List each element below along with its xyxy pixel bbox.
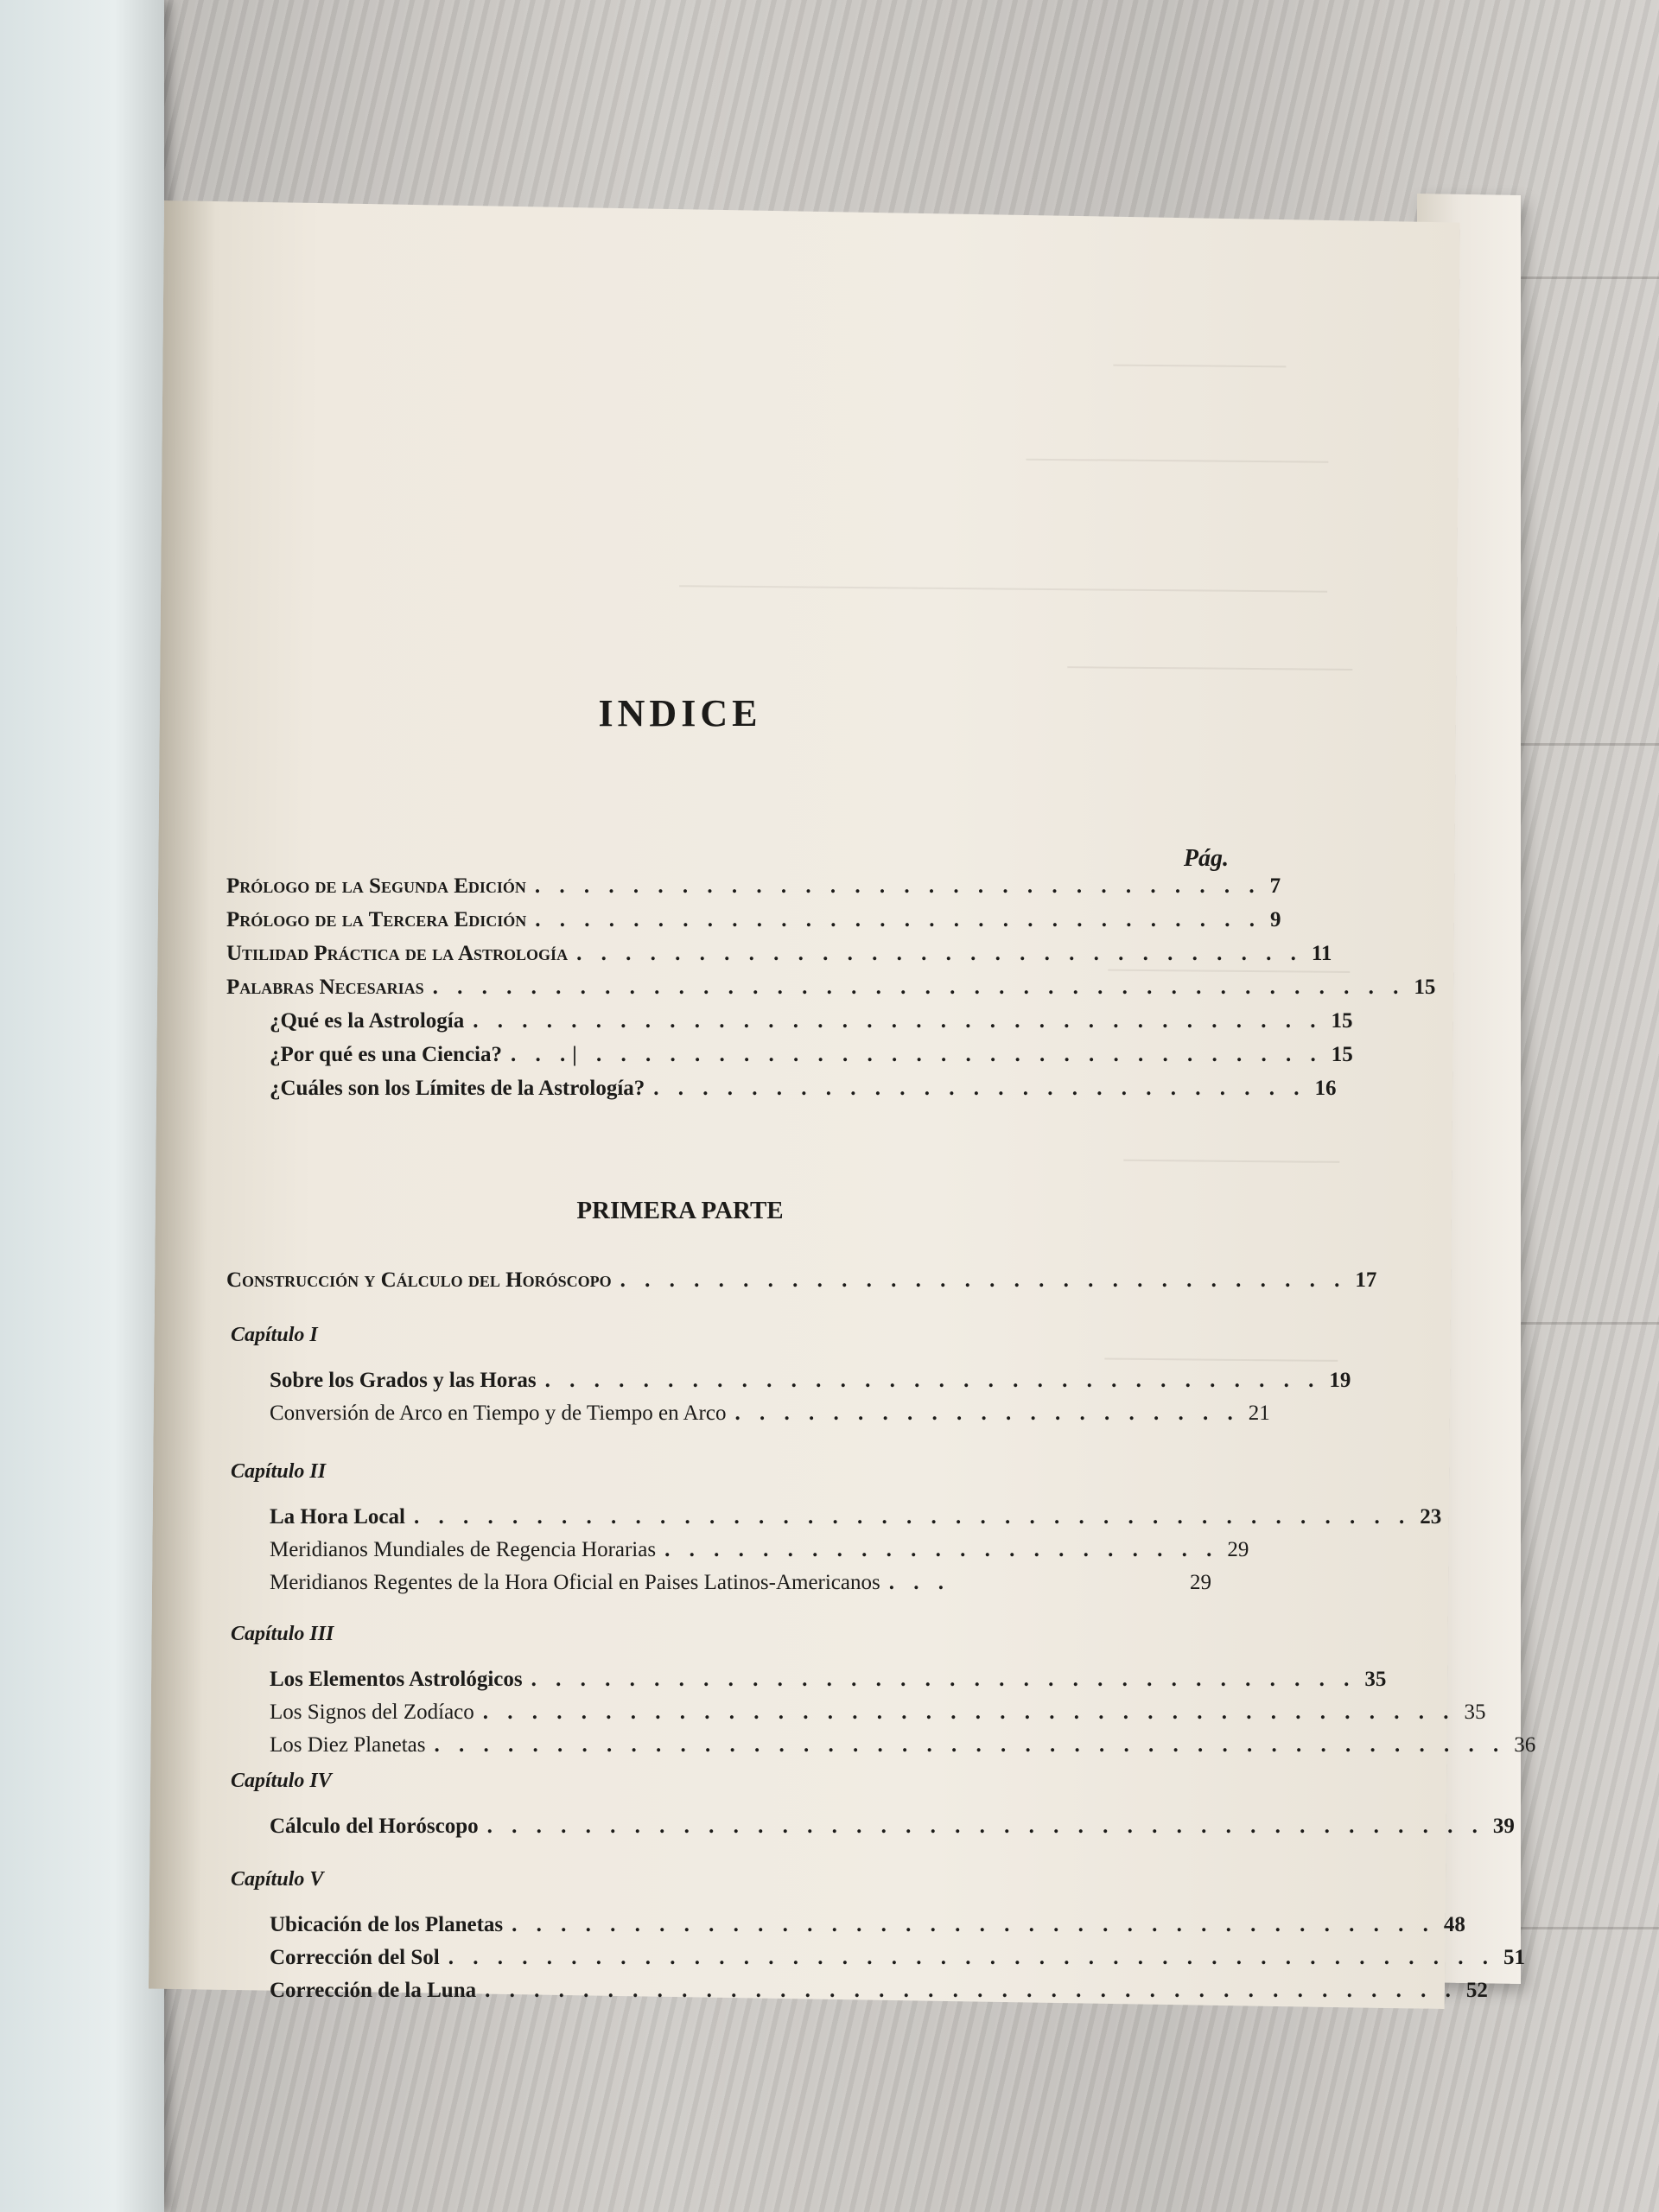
toc-entry-page: 39	[1492, 1815, 1515, 1838]
toc-entry-page: 36	[1514, 1733, 1536, 1757]
toc-entry	[226, 976, 1436, 1010]
toc-entry-page: 17	[1355, 1268, 1377, 1292]
toc-entry	[226, 1538, 1249, 1573]
toc-entry	[226, 1505, 1442, 1540]
dot-leader: . . . . . . . . . . . . . . . . . . . . .	[734, 1402, 1240, 1425]
toc-entry	[226, 1402, 1270, 1436]
toc-entry-title: Ubicación de los Planetas	[270, 1913, 504, 1936]
toc-entry	[226, 1077, 1337, 1111]
toc-entry-title: Utilidad Práctica de la Astrología	[226, 942, 569, 965]
part-heading: PRIMERA PARTE	[576, 1197, 784, 1224]
dot-leader: . . . . . . . . . . . . . . . . . . . . . . . . . . . . . .	[576, 942, 1303, 965]
toc-entry-page: 52	[1465, 1979, 1488, 2002]
dot-leader: . . . . . . . . . . . . . . . . . . . . . . . . . . . . . . . . . . .	[473, 1009, 1323, 1033]
toc-entry-page: 15	[1414, 976, 1436, 999]
toc-entry	[226, 1815, 1515, 1849]
toc-entry	[226, 942, 1332, 976]
toc-entry	[226, 1700, 1486, 1735]
dot-leader: . . . . . . . . . . . . . . . . . . . . . . .	[664, 1538, 1219, 1561]
toc-entry-page: 7	[1269, 874, 1281, 898]
toc-entry-title: Los Diez Planetas	[270, 1733, 426, 1757]
toc-entry	[226, 1571, 1211, 1605]
toc-entry-title: ¿Por qué es una Ciencia?	[270, 1043, 502, 1066]
toc-entry	[226, 1913, 1465, 1948]
toc-entry-title: Corrección de la Luna	[270, 1979, 477, 2002]
toc-entry-page: 35	[1364, 1668, 1387, 1691]
dot-leader: . . . . . . . . . . . . . . . . . . . . . . . . . . . . . . . . . . . . . . . . . . . .	[434, 1733, 1506, 1757]
toc-entry-page: 51	[1503, 1946, 1525, 1969]
toc-entry	[226, 874, 1281, 909]
dot-leader: . . . . . . . . . . . . . . . . . . . . . . . . . . . . . . . .	[544, 1369, 1321, 1392]
toc-entry	[226, 1009, 1353, 1044]
chapter-label: Capítulo I	[231, 1324, 318, 1346]
toc-entry	[226, 1668, 1387, 1702]
toc-entry-page: 23	[1420, 1505, 1442, 1529]
facing-page	[0, 0, 164, 2212]
toc-entry-title: Prólogo de la Tercera Edición	[226, 908, 527, 931]
toc-entry	[226, 1043, 1353, 1077]
chapter-label: Capítulo V	[231, 1868, 324, 1891]
dot-leader: . . .| . . . . . . . . . . . . . . . . . . . . . . . . . . . . . .	[511, 1043, 1323, 1066]
dot-leader: . . . . . . . . . . . . . . . . . . . . . . . . . . . . . . . . . . . . . . . . . . .	[448, 1946, 1495, 1969]
dot-leader: . . . . . . . . . . . . . . . . . . . . . . . . . . . . . . . . . .	[531, 1668, 1357, 1691]
toc-entry-page: 29	[1190, 1571, 1211, 1594]
toc-entry-page: 16	[1314, 1077, 1337, 1100]
page-column-header: Pág.	[1183, 845, 1229, 872]
toc-entry	[226, 1733, 1536, 1768]
dot-leader: . . . . . . . . . . . . . . . . . . . . . . . . . . . . . . . . . . . . . . . .	[482, 1700, 1456, 1724]
dot-leader: . . . . . . . . . . . . . . . . . . . . . . . . . . . . . .	[535, 908, 1262, 931]
toc-entry-title: ¿Qué es la Astrología	[270, 1009, 465, 1033]
toc-entry-title: Meridianos Mundiales de Regencia Horarias	[270, 1538, 657, 1561]
dot-leader: . . . . . . . . . . . . . . . . . . . . . . . . . . . . . . . . . . . . . . . . .	[413, 1505, 1412, 1529]
toc-entry-title: La Hora Local	[270, 1505, 405, 1529]
dot-leader: . . .	[888, 1571, 950, 1594]
toc-entry-page: 29	[1227, 1538, 1249, 1561]
dot-leader: . . . . . . . . . . . . . . . . . . . . . . . . . . . . . . . . . . . . . . . . .	[486, 1815, 1484, 1838]
toc-entry	[226, 1979, 1488, 2013]
toc-entry-page: 15	[1331, 1043, 1353, 1066]
toc-entry	[226, 1369, 1351, 1403]
toc-entry-page: 19	[1329, 1369, 1351, 1392]
toc-entry-title: Palabras Necesarias	[226, 976, 424, 999]
toc-entry-page: 48	[1443, 1913, 1465, 1936]
toc-entry	[226, 1268, 1377, 1303]
toc-entry-title: Prólogo de la Segunda Edición	[226, 874, 526, 898]
toc-entry-title: Sobre los Grados y las Horas	[270, 1369, 537, 1392]
toc-entry-title: Conversión de Arco en Tiempo y de Tiempo en Arco	[270, 1402, 727, 1425]
dot-leader: . . . . . . . . . . . . . . . . . . . . . . . . . . .	[653, 1077, 1306, 1100]
toc-entry	[226, 908, 1281, 943]
chapter-label: Capítulo III	[231, 1623, 334, 1645]
toc-entry-page: 11	[1311, 942, 1332, 965]
dot-leader: . . . . . . . . . . . . . . . . . . . . . . . . . . . . . . . . . . . . . . . .	[485, 1979, 1458, 2002]
toc-entry-page: 15	[1331, 1009, 1353, 1033]
dot-leader: . . . . . . . . . . . . . . . . . . . . . . . . . . . . . .	[620, 1268, 1347, 1292]
toc-entry-title: Construcción y Cálculo del Horóscopo	[226, 1268, 612, 1292]
dot-leader: . . . . . . . . . . . . . . . . . . . . . . . . . . . . . . . . . . . . . . . .	[432, 976, 1406, 999]
toc-entry-title: ¿Cuáles son los Límites de la Astrología?	[270, 1077, 645, 1100]
chapter-label: Capítulo II	[231, 1460, 327, 1483]
toc-entry-title: Corrección del Sol	[270, 1946, 440, 1969]
toc-entry-title: Los Signos del Zodíaco	[270, 1700, 474, 1724]
toc-entry-page: 35	[1464, 1700, 1486, 1724]
toc-entry	[226, 1946, 1525, 1980]
toc-entry-title: Cálculo del Horóscopo	[270, 1815, 479, 1838]
toc-entry-title: Meridianos Regentes de la Hora Oficial en Paises Latinos-Americanos	[270, 1571, 880, 1594]
index-title: INDICE	[598, 692, 762, 734]
toc-entry-page: 21	[1248, 1402, 1270, 1425]
chapter-label: Capítulo IV	[231, 1770, 332, 1792]
toc-entry-page: 9	[1269, 908, 1281, 931]
dot-leader: . . . . . . . . . . . . . . . . . . . . . . . . . . . . . . . . . . . . . .	[512, 1913, 1435, 1936]
dot-leader: . . . . . . . . . . . . . . . . . . . . . . . . . . . . . .	[534, 874, 1262, 898]
toc-entry-title: Los Elementos Astrológicos	[270, 1668, 523, 1691]
